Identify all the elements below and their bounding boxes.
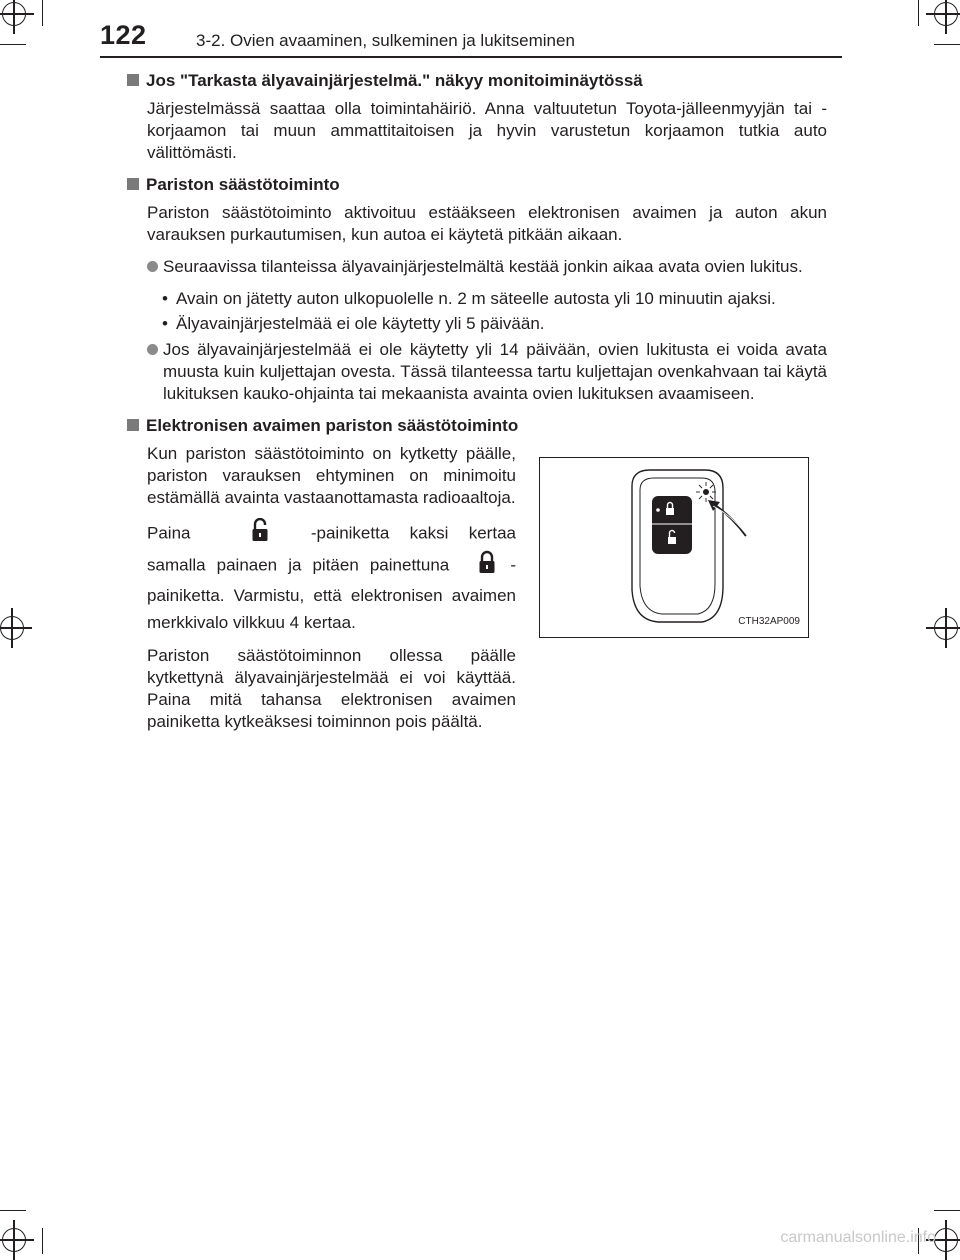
registration-mark-bottom-left (0, 1220, 34, 1260)
header-rule (100, 56, 842, 58)
circle-bullet-icon (147, 344, 158, 355)
two-column-block (127, 443, 827, 783)
section-heading (127, 174, 827, 196)
section-heading (127, 415, 827, 437)
crop-line (934, 44, 960, 45)
registration-mark-mid-left (0, 608, 32, 648)
crop-line (42, 0, 43, 26)
section-heading-text: Pariston säästötoiminto (146, 175, 340, 194)
section-heading (127, 70, 827, 92)
sub-list-item (127, 288, 827, 310)
sub-bullet-marker: • (162, 314, 168, 333)
registration-mark-top-left (0, 0, 34, 34)
unlock-icon (251, 518, 269, 550)
square-bullet-icon (127, 178, 139, 190)
section-paragraph: Kun pariston säästötoiminto on kytketty päälle, pariston varauksen ehtyminen on minimoitu estämällä avainta vastaanottamasta radioaaltoja. (147, 444, 516, 507)
sub-list-item (127, 313, 827, 335)
section-paragraph: Pariston säästötoiminnon ollessa päälle kytkettynä älyavainjärjestelmää ei voi käyttää. Paina mitä tahansa elektronisen avaimen painiketta kytkeäksesi toiminnon pois päältä. (147, 646, 516, 731)
page-content (127, 70, 827, 783)
crop-line (918, 0, 919, 26)
square-bullet-icon (127, 74, 139, 86)
list-item (127, 339, 827, 405)
square-bullet-icon (127, 419, 139, 431)
section-heading-text: Elektronisen avaimen pariston säästötoiminto (146, 416, 519, 435)
figure-label: CTH32AP009 (738, 616, 800, 627)
key-fob-illustration (539, 457, 809, 638)
lock-icon (478, 550, 496, 582)
crop-line (0, 44, 26, 45)
section-heading-text: Jos "Tarkasta älyavainjärjestelmä." näkyy monitoiminäytössä (146, 71, 643, 90)
sub-bullet-marker: • (162, 289, 168, 308)
section-body: Järjestelmässä saattaa olla toimintahäiriö. Anna valtuutetun Toyota-jälleenmyyjän tai -korjaamon tai muun ammattitaitoisen ja hyvin varustetun korjaamon tutkia auto välittömästi. (147, 99, 827, 162)
section-text-column (147, 443, 516, 742)
list-item-text: Seuraavissa tilanteissa älyavainjärjestelmältä kestää jonkin aikaa avata ovien lukitus. (163, 257, 803, 276)
registration-mark-top-right (926, 0, 960, 34)
crop-line (42, 1228, 43, 1254)
crop-line (934, 1210, 960, 1211)
section-paragraph: Paina -painiketta kaksi kertaa samalla painaen ja pitäen painettuna -painiketta. Varmistu, että elektronisen avaimen merkkivalo vilkkuu 4 kertaa. (147, 518, 516, 636)
list-item-text: Jos älyavainjärjestelmää ei ole käytetty yli 14 päivään, ovien lukitusta ei voida avata muusta kuin kuljettajan ovesta. Tässä tilanteessa tartu kuljettajan ovenkahvaan tai käytä lukituksen kauko-ohjainta tai mekaanista avainta ovien lukituksen avaamiseen. (163, 340, 827, 403)
sub-list-item-text: Avain on jätetty auton ulkopuolelle n. 2 m säteelle autosta yli 10 minuutin ajaksi. (176, 289, 776, 308)
watermark: carmanualsonline.info (780, 1229, 936, 1246)
list-item (127, 256, 827, 278)
section-body: Pariston säästötoiminto aktivoituu estääkseen elektronisen avaimen ja auton akun varauksen purkautumisen, kun autoa ei käytetä pitkään aikaan. (147, 203, 827, 244)
chapter-title: 3-2. Ovien avaaminen, sulkeminen ja lukitseminen (196, 31, 575, 50)
registration-mark-mid-right (926, 608, 960, 648)
circle-bullet-icon (147, 261, 158, 272)
page-number: 122 (100, 20, 147, 50)
sub-list-item-text: Älyavainjärjestelmää ei ole käytetty yli 5 päivään. (176, 314, 545, 333)
crop-line (0, 1210, 26, 1211)
